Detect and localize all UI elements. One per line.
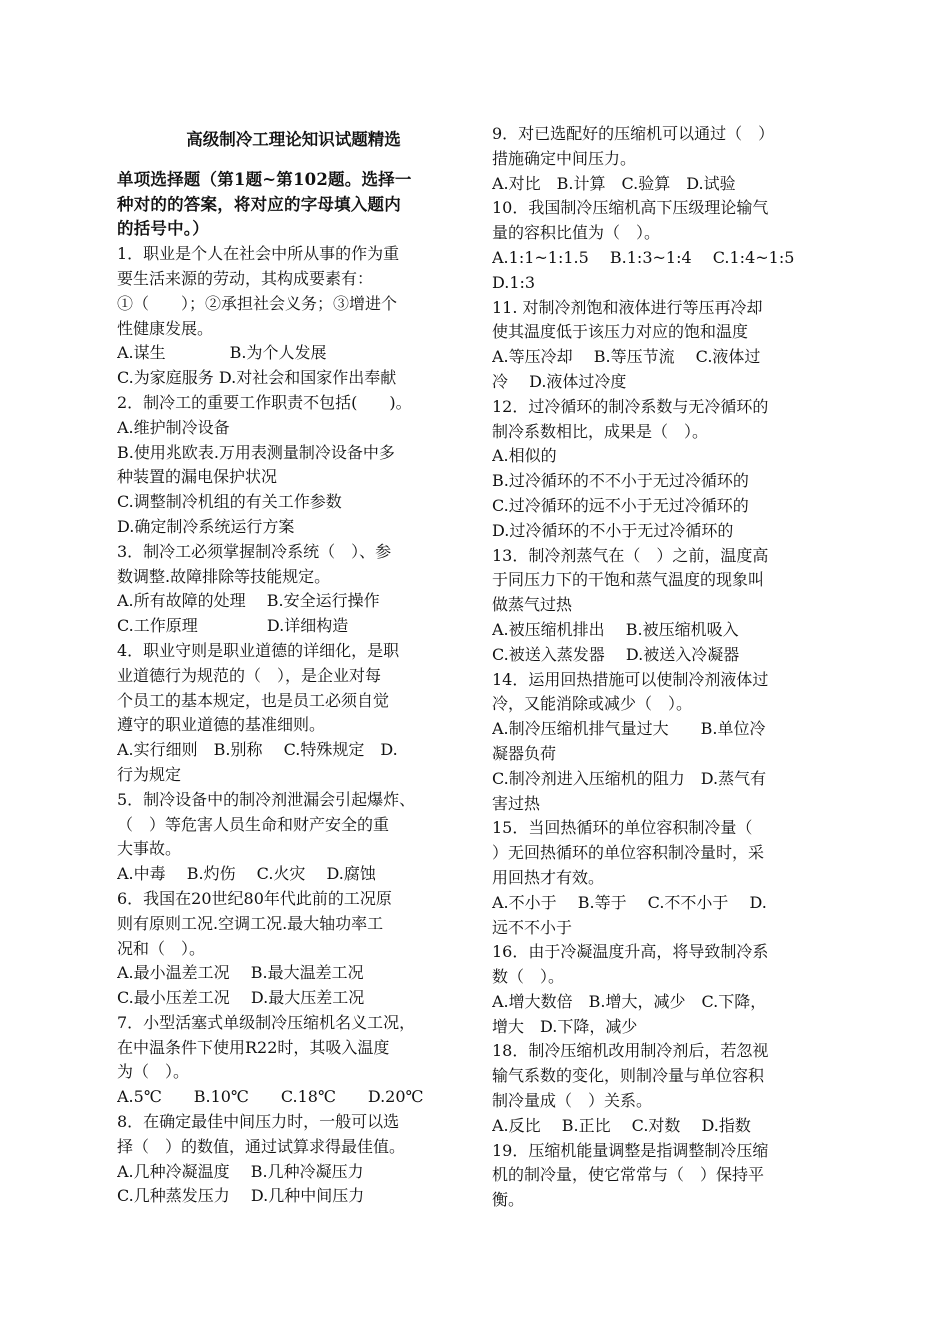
text-line: 2．制冷工的重要工作职责不包括( )。 — [117, 392, 412, 412]
text-line: C.工作原理 D.详细构造 — [117, 616, 349, 636]
text-line: 10．我国制冷压缩机高下压级理论输气 — [492, 198, 769, 218]
text-line: 增大 D.下降，减少 — [492, 1016, 638, 1036]
text-line: 14．运用回热措施可以使制冷剂液体过 — [492, 669, 769, 689]
text-line: 种对的的答案，将对应的字母填入题内 — [117, 194, 401, 214]
text-line: 性健康发展。 — [117, 318, 214, 338]
text-line: A.几种冷凝温度 B.几种冷凝压力 — [117, 1161, 364, 1181]
text-line: C.为家庭服务 D.对社会和国家作出奉献 — [117, 368, 397, 388]
text-line: 制冷系数相比，成果是（ ）。 — [492, 421, 709, 441]
text-line: 在中温条件下使用R22时，其吸入温度 — [117, 1037, 390, 1057]
right-column — [492, 122, 837, 1213]
text-line: A.中毒 B.灼伤 C.火灾 D.腐蚀 — [117, 864, 376, 884]
text-line: A.维护制冷设备 — [117, 417, 230, 437]
text-line: 远不不小于 — [492, 917, 573, 937]
text-line: A.等压冷却 B.等压节流 C.液体过 — [492, 347, 761, 367]
text-line: 措施确定中间压力。 — [492, 148, 637, 168]
text-line: A.1:1~1:1.5 B.1:3~1:4 C.1:4~1:5 — [492, 247, 795, 267]
text-line: 用回热才有效。 — [492, 867, 605, 887]
text-line: A.被压缩机排出 B.被压缩机吸入 — [492, 619, 739, 639]
text-line: A.制冷压缩机排气量过大 B.单位冷 — [492, 719, 766, 739]
text-line: 冷 D.液体过冷度 — [492, 371, 627, 391]
text-line: 16．由于冷凝温度升高，将导致制冷系 — [492, 942, 769, 962]
text-line: C.几种蒸发压力 D.几种中间压力 — [117, 1186, 365, 1206]
text-line: 凝器负荷 — [492, 743, 557, 763]
text-line: 遵守的职业道德的基准细则。 — [117, 715, 326, 735]
text-line: 7．小型活塞式单级制冷压缩机名义工况， — [117, 1012, 416, 1032]
text-line: （ ）等危害人员生命和财产安全的重 — [117, 814, 390, 834]
text-line: 做蒸气过热 — [492, 595, 573, 615]
text-line: ①（ ）；②承担社会义务；③增进个 — [117, 293, 398, 313]
text-line: 3．制冷工必须掌握制冷系统（ ）、参 — [117, 541, 392, 561]
text-line: 为（ ）。 — [117, 1062, 190, 1082]
text-line: C.调整制冷机组的有关工作参数 — [117, 492, 342, 512]
text-line: 12．过冷循环的制冷系数与无冷循环的 — [492, 396, 769, 416]
text-line: 种装置的漏电保护状况 — [117, 467, 278, 487]
text-line: A.实行细则 B.别称 C.特殊规定 D. — [117, 740, 398, 760]
text-line: 15．当回热循环的单位容积制冷量（ — [492, 818, 753, 838]
text-line: A.相似的 — [492, 446, 557, 466]
text-line: 于同压力下的干饱和蒸气温度的现象叫 — [492, 570, 765, 590]
text-line: 9．对已选配好的压缩机可以通过（ ） — [492, 124, 775, 143]
text-line: 择（ ）的数值，通过试算求得最佳值。 — [117, 1136, 406, 1156]
text-line: A.5℃ B.10℃ C.18℃ D.20℃ — [117, 1087, 424, 1107]
text-line: 衡。 — [492, 1190, 525, 1210]
text-line: 1．职业是个人在社会中所从事的作为重 — [117, 244, 400, 264]
text-line: A.增大数倍 B.增大，减少 C.下降， — [492, 991, 767, 1011]
text-line: A.最小温差工况 B.最大温差工况 — [117, 963, 364, 983]
text-line: 5．制冷设备中的制冷剂泄漏会引起爆炸、 — [117, 789, 416, 809]
text-line: 13．制冷剂蒸气在（ ）之前，温度高 — [492, 545, 769, 565]
page-title: 高级制冷工理论知识试题精选 — [186, 130, 401, 149]
text-line: 机的制冷量，使它常常与（ ）保持平 — [492, 1165, 765, 1185]
text-line: 个员工的基本规定，也是员工必须自觉 — [117, 690, 390, 710]
text-line: ）无回热循环的单位容积制冷量时，采 — [492, 843, 765, 863]
text-line: 行为规定 — [117, 764, 182, 784]
left-column-text — [117, 168, 462, 1209]
text-line: A.所有故障的处理 B.安全运行操作 — [117, 591, 380, 611]
text-line: 制冷量成（ ）关系。 — [492, 1091, 653, 1111]
text-line: 要生活来源的劳动，其构成要素有： — [117, 268, 374, 288]
text-line: C.过冷循环的远不小于无过冷循环的 — [492, 495, 749, 515]
text-line: B.过冷循环的不不小于无过冷循环的 — [492, 471, 749, 491]
text-line: 大事故。 — [117, 839, 182, 859]
text-line: A.不小于 B.等于 C.不不小于 D. — [492, 892, 767, 912]
text-line: A.对比 B.计算 C.验算 D.试验 — [492, 173, 736, 193]
text-line: D.确定制冷系统运行方案 — [117, 516, 295, 536]
text-line: C.制冷剂进入压缩机的阻力 D.蒸气有 — [492, 768, 767, 788]
text-line: 量的容积比值为（ ）。 — [492, 223, 661, 243]
text-line: 8．在确定最佳中间压力时，一般可以选 — [117, 1112, 400, 1132]
text-line: 害过热 — [492, 793, 541, 813]
text-line: A.谋生 B.为个人发展 — [117, 343, 327, 363]
text-line: 数调整.故障排除等技能规定。 — [117, 566, 331, 586]
left-column — [117, 120, 462, 1209]
text-line: D.过冷循环的不小于无过冷循环的 — [492, 520, 734, 540]
text-line: 4．职业守则是职业道德的详细化，是职 — [117, 640, 400, 660]
right-column-text — [492, 122, 837, 1213]
text-line: 数（ ）。 — [492, 967, 565, 987]
text-line: 使其温度低于该压力对应的饱和温度 — [492, 322, 749, 342]
text-line: B.使用兆欧表.万用表测量制冷设备中多 — [117, 442, 395, 462]
text-line: 6．我国在20世纪80年代此前的工况原 — [117, 888, 392, 908]
text-line: 18．制冷压缩机改用制冷剂后，若忽视 — [492, 1041, 769, 1061]
text-line: 的括号中。） — [117, 219, 209, 239]
text-line: D.1:3 — [492, 272, 536, 292]
text-line: 业道德行为规范的（ ），是企业对每 — [117, 665, 382, 685]
text-line: A.反比 B.正比 C.对数 D.指数 — [492, 1115, 751, 1135]
text-line: 冷，又能消除或减少（ ）。 — [492, 694, 693, 714]
text-line: 则有原则工况.空调工况.最大轴功率工 — [117, 913, 384, 933]
text-line: 19．压缩机能量调整是指调整制冷压缩 — [492, 1140, 769, 1160]
text-line: C.被送入蒸发器 D.被送入冷凝器 — [492, 644, 740, 664]
text-line: 11. 对制冷剂饱和液体进行等压再冷却 — [492, 297, 763, 317]
text-line: C.最小压差工况 D.最大压差工况 — [117, 988, 365, 1008]
text-line: 单项选择题（第1题~第102题。选择一 — [117, 169, 412, 189]
text-line: 输气系数的变化，则制冷量与单位容积 — [492, 1066, 765, 1086]
text-line: 况和（ ）。 — [117, 938, 206, 958]
